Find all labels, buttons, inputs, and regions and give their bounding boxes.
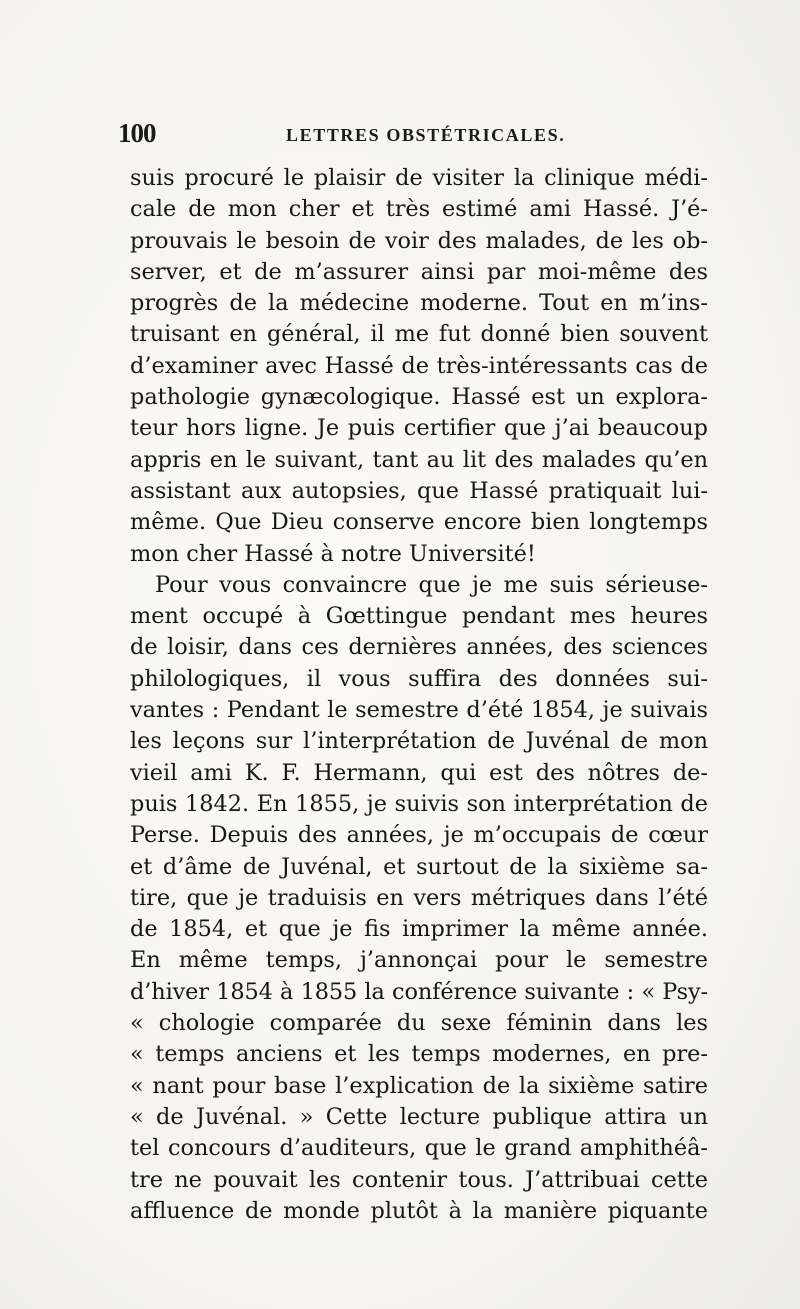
text-line: En même temps, j’annonçai pour le semestre — [130, 947, 708, 974]
text-line: vantes : Pendant le semestre d’été 1854, je suivais — [130, 697, 708, 724]
text-line: prouvais le besoin de voir des malades, de les ob- — [130, 227, 708, 254]
text-line: tre ne pouvait les contenir tous. J’attribuai cette — [130, 1166, 708, 1193]
text-line: appris en le suivant, tant au lit des malades qu’en — [130, 446, 708, 473]
text-line: de loisir, dans ces dernières années, des sciences — [130, 634, 708, 661]
text-line: et d’âme de Juvénal, et surtout de la sixième sa- — [130, 853, 708, 880]
text-line: assistant aux autopsies, que Hassé pratiquait lui- — [130, 477, 708, 504]
text-line: truisant en général, il me fut donné bien souvent — [130, 321, 708, 348]
text-line: teur hors ligne. Je puis certifier que j’ai beaucoup — [130, 415, 708, 442]
text-line: Perse. Depuis des années, je m’occupais de cœur — [130, 822, 708, 849]
text-line: progrès de la médecine moderne. Tout en m’ins- — [130, 290, 708, 317]
text-line: mon cher Hassé à notre Université! — [130, 540, 536, 567]
text-line: de 1854, et que je fis imprimer la même année. — [130, 916, 708, 943]
text-line: « temps anciens et les temps modernes, en pre- — [130, 1041, 708, 1068]
text-line: même. Que Dieu conserve encore bien longtemps — [130, 509, 708, 536]
text-line: ment occupé à Gœttingue pendant mes heures — [130, 603, 708, 630]
text-line: Pour vous convaincre que je me suis sérieuse- — [155, 571, 708, 598]
text-line: tire, que je traduisis en vers métriques dans l’été — [130, 884, 708, 911]
text-line: affluence de monde plutôt à la manière piquante — [130, 1197, 708, 1224]
text-line: tel concours d’auditeurs, que le grand amphithéâ- — [130, 1135, 708, 1162]
text-line: « nant pour base l’explication de la sixième satire — [130, 1072, 708, 1099]
text-line: « de Juvénal. » Cette lecture publique attira un — [130, 1103, 708, 1130]
text-line: d’examiner avec Hassé de très-intéressants cas de — [130, 352, 708, 379]
page-number: 100 — [118, 118, 156, 148]
text-line: d’hiver 1854 à 1855 la conférence suivante : « Psy- — [130, 978, 708, 1005]
text-line: server, et de m’assurer ainsi par moi-même des — [130, 258, 708, 285]
text-line: puis 1842. En 1855, je suivis son interprétation de — [130, 790, 708, 817]
body-text — [130, 163, 708, 1227]
text-line: suis procuré le plaisir de visiter la clinique médi- — [130, 165, 708, 191]
text-line: vieil ami K. F. Hermann, qui est des nôtres de- — [130, 759, 708, 786]
running-head: LETTRES OBSTÉTRICALES. — [286, 125, 566, 145]
page-header — [118, 118, 678, 158]
text-line: pathologie gynæcologique. Hassé est un explora- — [130, 384, 708, 411]
text-line: philologiques, il vous suffira des données sui- — [130, 665, 708, 692]
text-line: les leçons sur l’interprétation de Juvénal de mon — [130, 728, 708, 755]
text-line: cale de mon cher et très estimé ami Hassé. J’é- — [130, 196, 708, 223]
text-line: « chologie comparée du sexe féminin dans les — [130, 1010, 708, 1037]
